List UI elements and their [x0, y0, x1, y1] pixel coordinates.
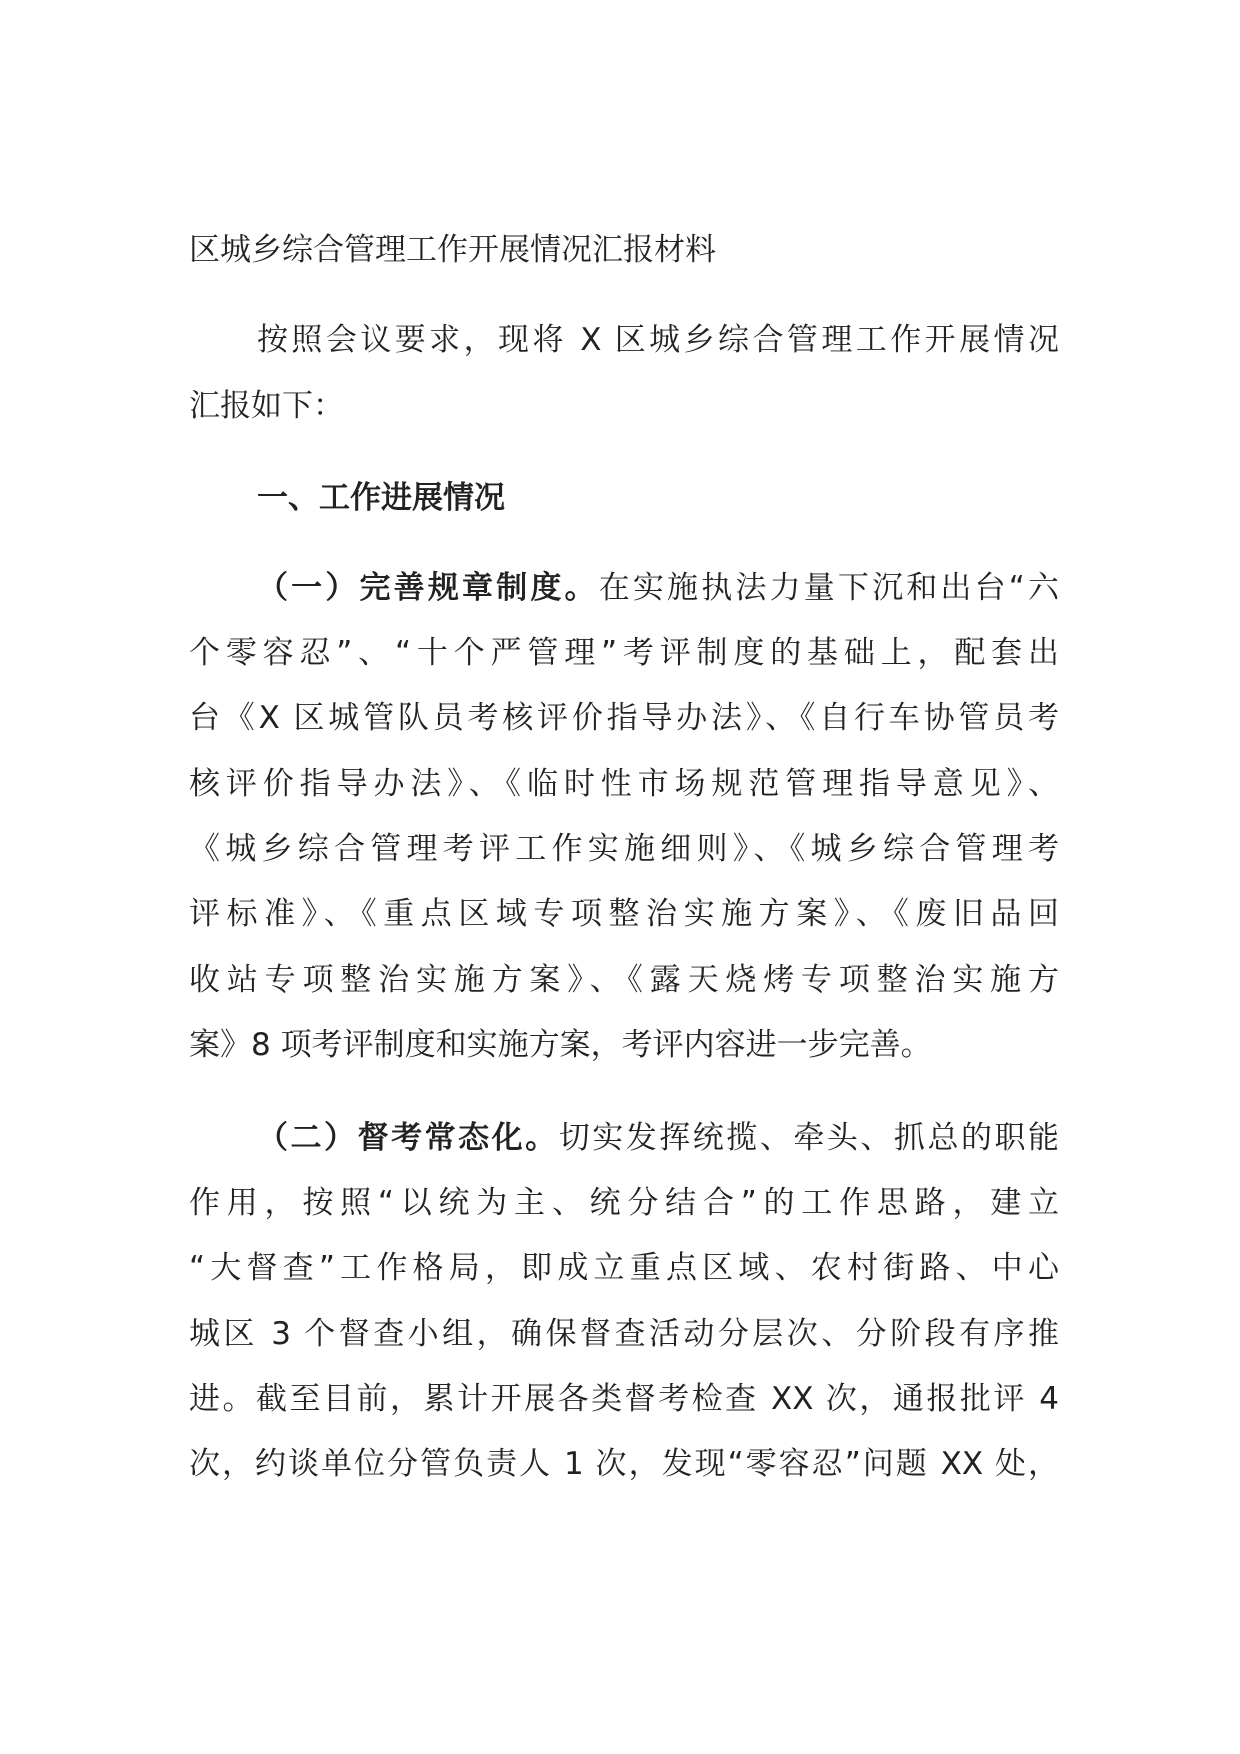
section1-title: （一）完善规章制度。: [257, 570, 599, 606]
section1-line: 个零容忍”、“十个严管理”考评制度的基础上，配套出: [189, 635, 1059, 671]
intro-line: 汇报如下：: [189, 388, 344, 424]
section2-first-line: [257, 1118, 1059, 1158]
document-title: 区城乡综合管理工作开展情况汇报材料: [189, 232, 716, 268]
section1-line: 案》8 项考评制度和实施方案，考评内容进一步完善。: [189, 1027, 932, 1063]
section2-text: 切实发挥统揽、牵头、抓总的职能: [558, 1120, 1059, 1156]
section1-first-line: [257, 568, 1059, 608]
section2-title: （二）督考常态化。: [257, 1120, 559, 1156]
section-heading: 一、工作进展情况: [257, 480, 505, 516]
section2-line: 城区 3 个督查小组，确保督查活动分层次、分阶段有序推: [189, 1316, 1059, 1352]
section1-line: 收站专项整治实施方案》、《露天烧烤专项整治实施方: [189, 962, 1059, 998]
section2-line: 作用，按照“以统为主、统分结合”的工作思路，建立: [189, 1185, 1059, 1221]
section1-line: 核评价指导办法》、《临时性市场规范管理指导意见》、: [189, 766, 1059, 802]
section2-line: 进。截至目前，累计开展各类督考检查 XX 次，通报批评 4: [189, 1381, 1059, 1417]
section1-line: 《城乡综合管理考评工作实施细则》、《城乡综合管理考: [189, 831, 1059, 867]
section1-line: 台《X 区城管队员考核评价指导办法》、《自行车协管员考: [189, 700, 1059, 736]
section2-line: “大督查”工作格局，即成立重点区域、农村街路、中心: [189, 1250, 1059, 1286]
section1-text: 在实施执法力量下沉和出台“六: [598, 570, 1059, 606]
intro-line: 按照会议要求，现将 X 区城乡综合管理工作开展情况: [257, 322, 1059, 358]
section1-line: 评标准》、《重点区域专项整治实施方案》、《废旧品回: [189, 896, 1059, 932]
section2-line: 次，约谈单位分管负责人 1 次，发现“零容忍”问题 XX 处，: [189, 1446, 1059, 1482]
